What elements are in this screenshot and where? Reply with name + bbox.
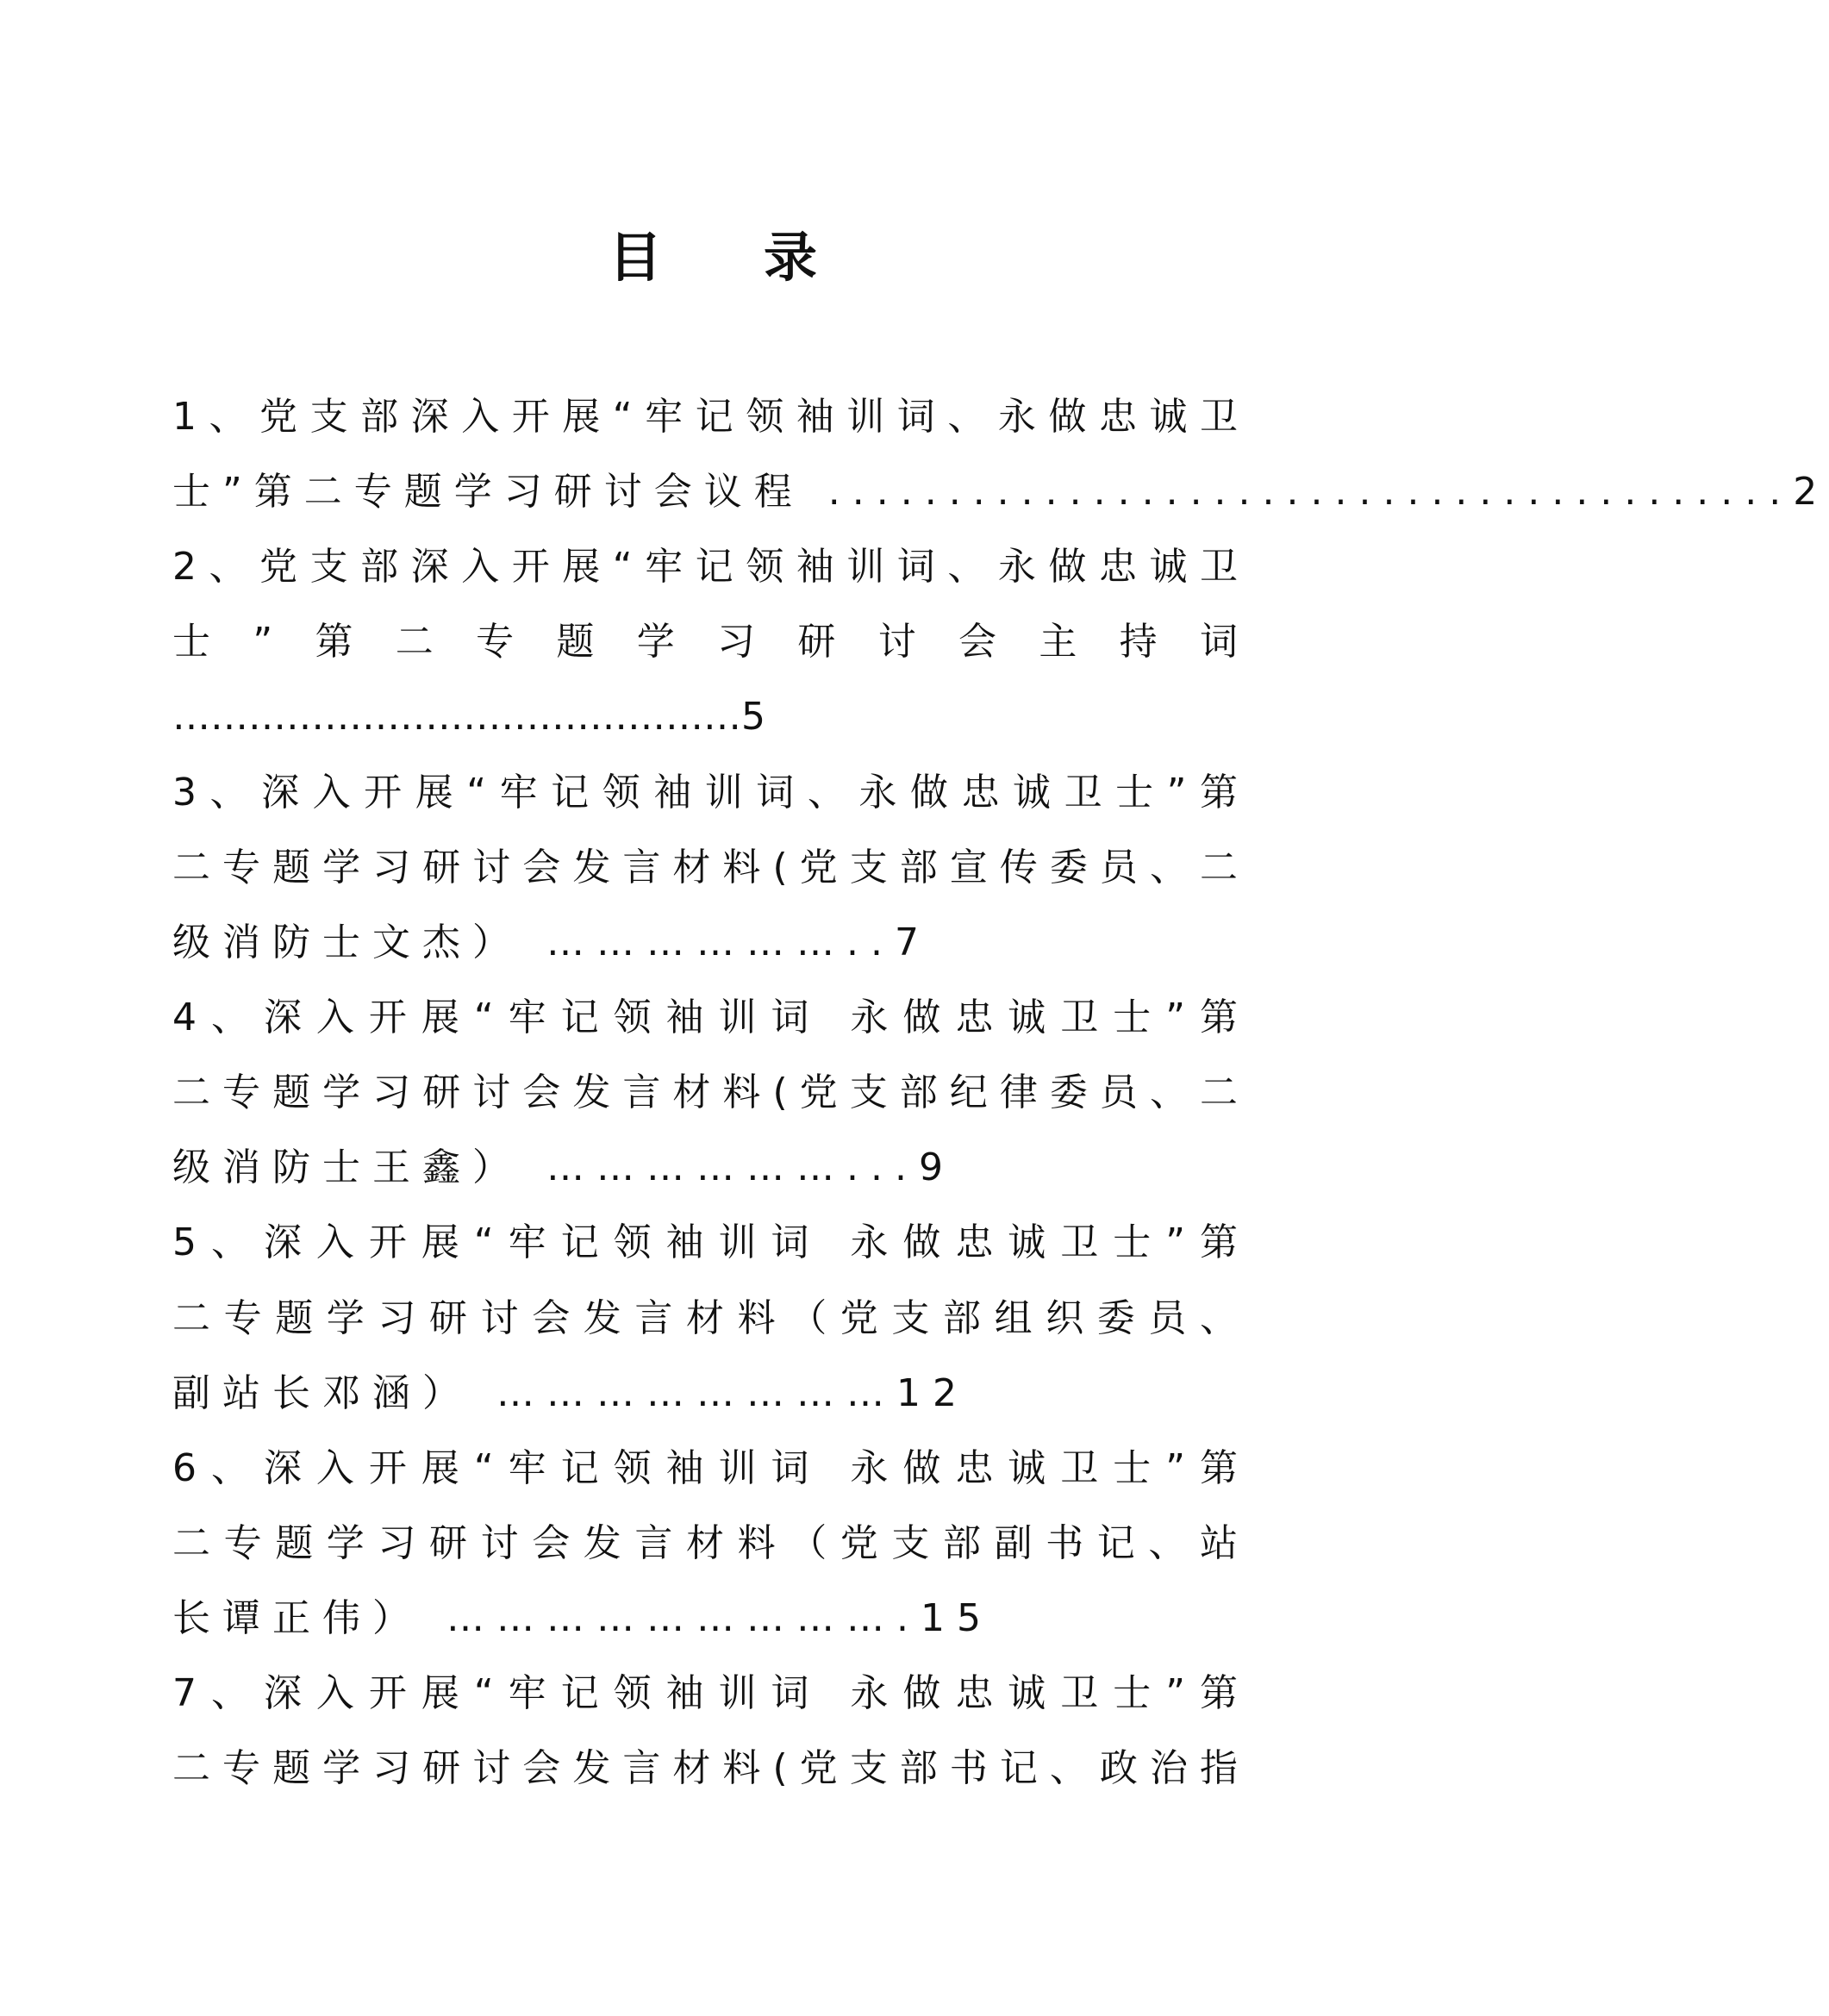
- toc-entry-6-line-3[interactable]: 长谭正伟） ……………………….15: [172, 1596, 993, 1640]
- toc-entry-7-line-1[interactable]: 7、深入开展“牢记领袖训词 永做忠诚卫士”第: [172, 1671, 1250, 1715]
- toc-entry-6-line-2[interactable]: 二专题学习研讨会发言材料（党支部副书记、站: [172, 1521, 1250, 1565]
- toc-entry-4-line-1[interactable]: 4、深入开展“牢记领袖训词 永做忠诚卫士”第: [172, 996, 1250, 1039]
- toc-title: [0, 226, 1426, 289]
- toc-entry-1-line-1[interactable]: 1、党支部深入开展“牢记领袖训词、永做忠诚卫: [172, 395, 1250, 439]
- toc-title-char-2: 录: [764, 226, 818, 289]
- toc-entry-1-line-2[interactable]: 士”第二专题学习研讨会议程 ........................................2: [172, 470, 1829, 514]
- toc-entry-3-line-1[interactable]: 3、深入开展“牢记领袖训词、永做忠诚卫士”第: [172, 771, 1250, 815]
- toc-title-char-1: 目: [608, 226, 662, 289]
- toc-entry-7-line-2[interactable]: 二专题学习研讨会发言材料(党支部书记、政治指: [172, 1746, 1250, 1790]
- toc-entry-4-line-3[interactable]: 级消防士王鑫） ………………...9: [172, 1145, 955, 1189]
- toc-entry-6-line-1[interactable]: 6、深入开展“牢记领袖训词 永做忠诚卫士”第: [172, 1446, 1250, 1490]
- toc-entry-3-line-2[interactable]: 二专题学习研讨会发言材料(党支部宣传委员、二: [172, 846, 1250, 889]
- toc-entry-2-line-3[interactable]: ………………………………………5: [172, 695, 765, 739]
- toc-entry-5-line-1[interactable]: 5、深入开展“牢记领袖训词 永做忠诚卫士”第: [172, 1220, 1250, 1264]
- toc-entry-2-line-2[interactable]: 士”第二专题学习研讨会主持词: [172, 620, 1250, 664]
- toc-entry-5-line-2[interactable]: 二专题学习研讨会发言材料（党支部组织委员、: [172, 1296, 1250, 1340]
- toc-entry-5-line-3[interactable]: 副站长邓涵） ……………………12: [172, 1371, 969, 1415]
- toc-entry-4-line-2[interactable]: 二专题学习研讨会发言材料(党支部纪律委员、二: [172, 1070, 1250, 1114]
- toc-entry-2-line-1[interactable]: 2、党支部深入开展“牢记领袖训词、永做忠诚卫: [172, 545, 1250, 589]
- toc-entry-3-line-3[interactable]: 级消防士文杰） ………………..7: [172, 921, 931, 964]
